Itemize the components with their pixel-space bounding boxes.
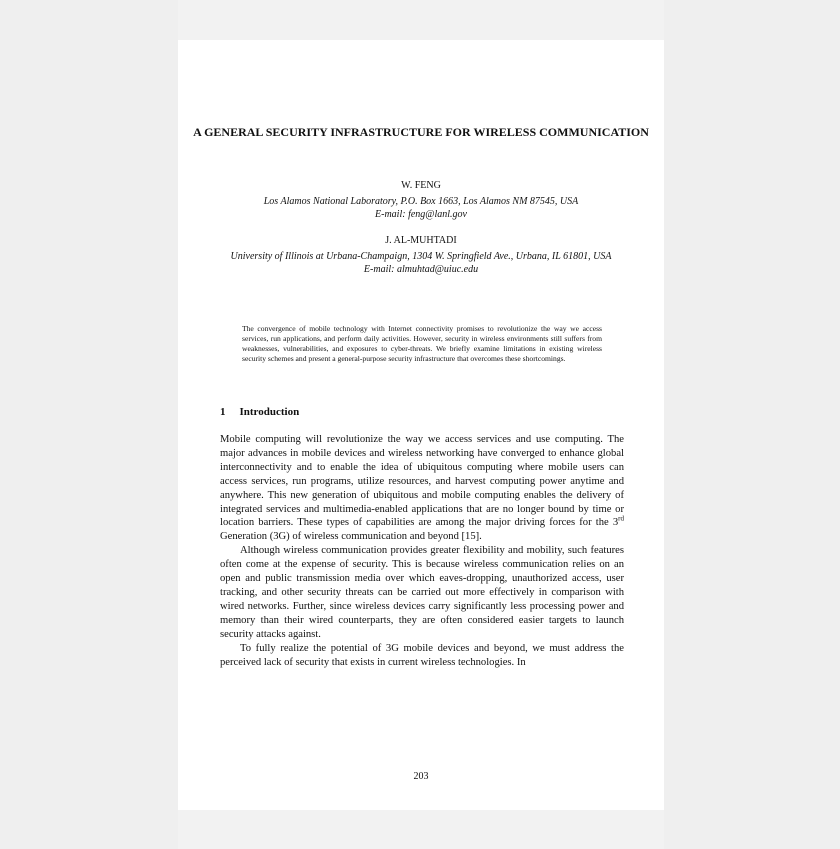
affiliation-text: Los Alamos National Laboratory, P.O. Box 1663, Los Alamos NM 87545, USA xyxy=(263,196,579,207)
author-name: J. AL-MUHTADI xyxy=(385,235,457,246)
page-number: 203 xyxy=(413,771,429,782)
affiliation-text: University of Illinois at Urbana-Champaign, 1304 W. Springfield Ave., Urbana, IL 61801, USA xyxy=(230,251,612,262)
paper-page xyxy=(178,40,664,810)
background-left xyxy=(0,0,178,849)
author-affiliation xyxy=(208,250,634,276)
paper-title: A GENERAL SECURITY INFRASTRUCTURE FOR WIRELESS COMMUNICATION xyxy=(193,125,649,139)
author-name: W. FENG xyxy=(401,180,441,191)
abstract: The convergence of mobile technology with Internet connectivity promises to revolutionize the way we access services, run applications, and perform daily activities. However, security in wireless environments still suffers from weaknesses, vulnerabilities, and exposures to cyber-threats. We briefly examine limitations in existing wireless security schemes and present a general-purpose security infrastructure that overcomes these shortcomings. xyxy=(242,324,602,363)
paragraph-text: Mobile computing will revolutionize the way we access services and use computing. The major advances in mobile devices and wireless networking have converged to enhance global interconnectivity and to enable the idea of ubiquitous computing where mobile users can access services, run programs, utilize resources, and harvest computing power anytime and anywhere. This new generation of ubiquitous and mobile computing enables the delivery of integrated services and multimedia-enabled applications that are no longer bound by time or location barriers. These types of capabilities are among the major driving forces for the 3 xyxy=(220,434,624,529)
author-email: E-mail: feng@lanl.gov xyxy=(375,209,467,220)
paragraph-text: Generation (3G) of wireless communication and beyond [15]. xyxy=(220,531,482,543)
paragraph xyxy=(220,433,624,544)
section-title: Introduction xyxy=(239,406,300,418)
body-text xyxy=(220,433,624,669)
superscript: rd xyxy=(618,514,624,523)
section-number: 1 xyxy=(220,406,226,418)
section-heading xyxy=(220,406,299,418)
background-right xyxy=(664,0,840,849)
author-affiliation xyxy=(218,195,624,221)
paragraph: Although wireless communication provides greater flexibility and mobility, such features often come at the expense of security. This is because wireless communication relies on an open and public transmission media over which eaves-dropping, unauthorized access, user tracking, and other security threats can be carried out more effectively in comparison with wired networks. Further, since wireless devices carry significantly less processing power and memory than their wired counterparts, they are often considered easier targets to launch security attacks against. xyxy=(220,545,624,640)
author-email: E-mail: almuhtad@uiuc.edu xyxy=(363,264,479,275)
paragraph: To fully realize the potential of 3G mobile devices and beyond, we must address the perceived lack of security that exists in current wireless technologies. In xyxy=(220,642,624,668)
